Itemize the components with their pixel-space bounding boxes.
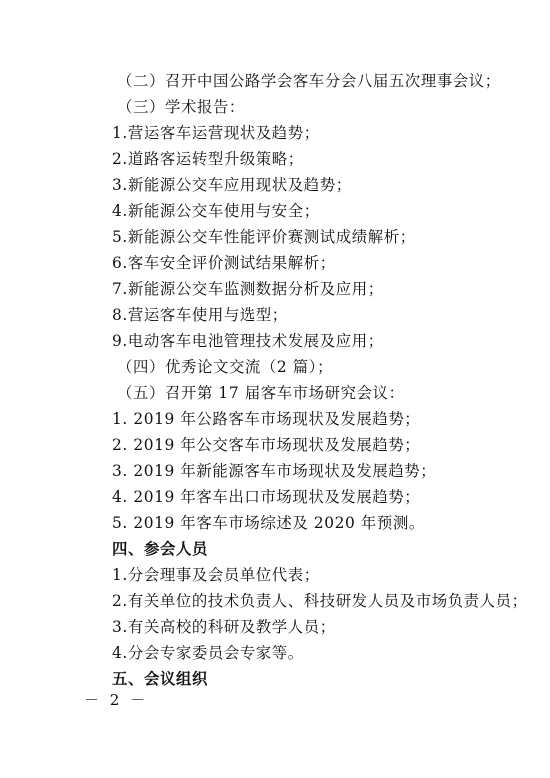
item-paren-5: （五）召开第 17 届客车市场研究会议： <box>117 384 405 402</box>
report-item-2: 2.道路客运转型升级策略； <box>112 150 304 168</box>
attendee-item-2: 2.有关单位的技术负责人、科技研发人员及市场负责人员； <box>112 592 528 610</box>
market-item-2: 2. 2019 年公交客车市场现状及发展趋势； <box>112 436 421 454</box>
report-item-4: 4.新能源公交车使用与安全； <box>112 202 320 220</box>
attendee-item-4: 4.分会专家委员会专家等。 <box>112 644 304 662</box>
market-item-4: 4. 2019 年客车出口市场现状及发展趋势； <box>112 488 421 506</box>
market-item-1: 1. 2019 年公路客车市场现状及发展趋势； <box>112 410 421 428</box>
item-paren-4: （四）优秀论文交流（2 篇）； <box>117 358 334 376</box>
report-item-8: 8.营运客车使用与选型； <box>112 306 288 324</box>
report-item-6: 6.客车安全评价测试结果解析； <box>112 254 336 272</box>
market-item-5: 5. 2019 年客车市场综述及 2020 年预测。 <box>112 514 425 532</box>
item-paren-2: （二）召开中国公路学会客车分会八届五次理事会议； <box>117 72 501 90</box>
report-item-1: 1.营运客车运营现状及趋势； <box>112 124 320 142</box>
section-heading-attendees: 四、参会人员 <box>112 540 208 558</box>
report-item-7: 7.新能源公交车监测数据分析及应用； <box>112 280 384 298</box>
attendee-item-3: 3.有关高校的科研及教学人员； <box>112 618 336 636</box>
market-item-3: 3. 2019 年新能源客车市场现状及发展趋势； <box>112 462 437 480</box>
report-item-3: 3.新能源公交车应用现状及趋势； <box>112 176 352 194</box>
report-item-5: 5.新能源公交车性能评价赛测试成绩解析； <box>112 228 416 246</box>
page-number: － 2 － <box>84 691 149 709</box>
item-paren-3: （三）学术报告： <box>117 98 245 116</box>
report-item-9: 9.电动客车电池管理技术发展及应用； <box>112 332 384 350</box>
attendee-item-1: 1.分会理事及会员单位代表； <box>112 566 320 584</box>
section-heading-organization: 五、会议组织 <box>112 670 208 688</box>
